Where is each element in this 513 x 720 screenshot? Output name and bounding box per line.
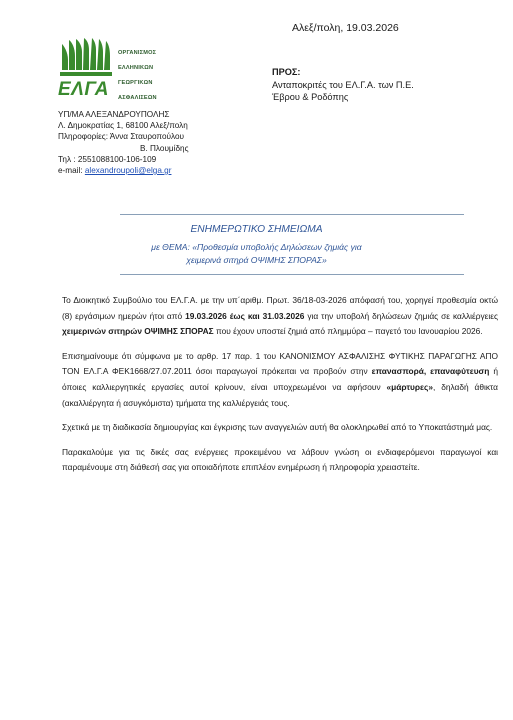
divider-bottom — [120, 274, 464, 275]
memo-subject-line-2: χειμερινά σιτηρά ΟΨΙΜΗΣ ΣΠΟΡΑΣ» — [186, 255, 327, 265]
email-link[interactable]: alexandroupoli@elga.gr — [84, 166, 172, 176]
paragraph-1 — [62, 293, 498, 340]
recipient-line-2: Έβρου & Ροδόπης — [272, 92, 349, 102]
p2-replant: επανασπορά, επαναφύτευση — [371, 366, 490, 377]
org-line-3: ΓΕΩΡΓΙΚΩΝ — [118, 80, 153, 86]
org-line-1: ΟΡΓΑΝΙΣΜΟΣ — [118, 50, 157, 56]
p2-text-c: ή όποιες καλλιεργητικές εργασίες αυτοί κρίνουν, είναι υποχρεωμένοι να αφήσουν — [62, 366, 498, 392]
org-name-lines — [118, 46, 157, 106]
sender-email-row — [58, 165, 189, 176]
p1-text-a: Το Διοικητικό Συμβούλιο του ΕΛ.Γ.Α. με την υπ΄αριθμ. Πρωτ. 36/18-03-2026 απόφασή του, χορηγεί προθεσμία οκτώ (8) εργάσιμων ημερών ήτοι από — [62, 295, 498, 321]
recipient-line-1: Ανταποκριτές του ΕΛ.Γ.Α. των Π.Ε. — [272, 79, 414, 90]
divider-top — [120, 214, 464, 215]
recipient-label: ΠΡΟΣ: — [272, 67, 301, 77]
p2-witnesses: «μάρτυρες» — [386, 381, 434, 392]
p1-text-e: που έχουν υποστεί ζημιά από πλημμύρα – παγετό του Ιανουαρίου 2026. — [213, 326, 483, 337]
memo-subject-line-1: με ΘΕΜΑ: «Προθεσμία υποβολής Δηλώσεων ζημιάς για — [151, 242, 362, 252]
memo-subject — [0, 241, 513, 267]
sender-info-second: Β. Πλουμίδης — [140, 143, 189, 153]
memo-body — [62, 293, 498, 485]
p1-crop: χειμερινών σιτηρών ΟΨΙΜΗΣ ΣΠΟΡΑΣ — [62, 326, 214, 337]
paragraph-2 — [62, 349, 498, 411]
p2-text-a: Επισημαίνουμε ότι σύμφωνα με το αρθρ. 17 παρ. 1 του ΚΑΝΟΝΙΣΜΟΥ ΑΣΦΑΛΙΣΗΣ ΦΥΤΙΚΗΣ ΠΑΡΑΓΩΓΗΣ ΑΠΟ ΤΟΝ ΕΛ.Γ.Α ΦΕΚ1668/27.07.2011 όσοι παραγωγοί πρόκειται να προβούν στην — [62, 350, 498, 377]
email-label: e-mail: — [58, 166, 85, 176]
paragraph-3: Σχετικά με τη διαδικασία δημιουργίας και έγκρισης των αναγγελιών αυτή θα ολοκληρωθεί από το Υποκατάστημά μας. — [62, 422, 493, 433]
paragraph-4: Παρακαλούμε για τις δικές σας ενέργειες προκειμένου να λάβουν γνώση οι ενδιαφερόμενοι παραγωγοί και παραμένουμε στη διάθεσή σας για οποιαδήποτε επιπλέον ενημέρωση ή πληροφορία χρειαστείτε. — [62, 446, 498, 473]
p2-text-e: , δηλαδή άθικτα (ακαλλιέργητα ή ασυγκόμιστα) τμήματα της καλλιέργειάς τους. — [62, 381, 498, 408]
p1-text-c: για την υποβολή δηλώσεων ζημιάς σε καλλιέργειες — [304, 310, 498, 321]
sender-info: Πληροφορίες: Άννα Σταυροπούλου — [58, 132, 184, 142]
org-line-2: ΕΛΛΗΝΙΚΩΝ — [118, 65, 154, 71]
sender-phone: Τηλ : 2551088100-106-109 — [58, 154, 157, 164]
org-line-4: ΑΣΦΑΛΙΣΕΩΝ — [118, 95, 157, 101]
recipient-block — [272, 66, 414, 104]
sender-block — [58, 109, 189, 176]
sender-office: ΥΠ/ΜΑ ΑΛΕΞΑΝΔΡΟΥΠΟΛΗΣ — [58, 110, 170, 119]
memo-title: ΕΝΗΜΕΡΩΤΙΚΟ ΣΗΜΕΙΩΜΑ — [190, 224, 323, 235]
document-date: Αλεξ/πολη, 19.03.2026 — [292, 22, 399, 34]
sender-address: Λ. Δημοκρατίας 1, 68100 Αλεξ/πολη — [58, 121, 188, 131]
elga-wordmark: ΕΛΓΑ — [58, 79, 110, 100]
p1-dates: 19.03.2026 έως και 31.03.2026 — [185, 310, 305, 321]
